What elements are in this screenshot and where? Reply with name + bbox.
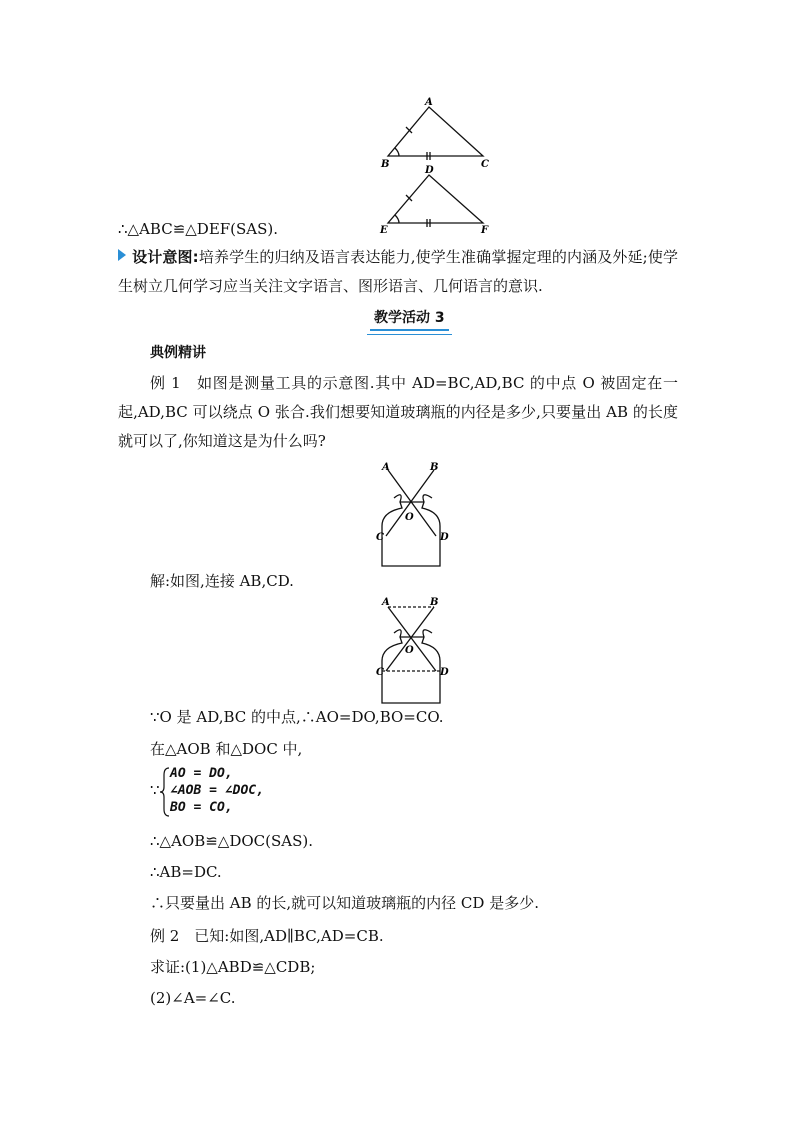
- prove-part-1: 求证:(1)△ABD≌△CDB;: [150, 958, 316, 976]
- triangle-def: [388, 175, 483, 223]
- example-2-text: 例 2 已知:如图,AD∥BC,AD=CB.: [150, 927, 384, 945]
- example-1-text: 例 1 如图是测量工具的示意图.其中 AD=BC,AD,BC 的中点 O 被固定在一起,AD,BC 可以绕点 O 张合.我们想要知道玻璃瓶的内径是多少,只要量出 AB 的长度就可以了,你知道这是为什么吗?: [118, 374, 678, 450]
- because-symbol: ∵: [150, 781, 160, 799]
- bottle2-label-c: C: [376, 667, 384, 678]
- bottle-label-c: C: [376, 532, 384, 543]
- design-intent-paragraph: [118, 243, 678, 301]
- prove-part-2: (2)∠A=∠C.: [150, 989, 236, 1007]
- bottle2-label-o: O: [405, 645, 414, 656]
- label-a: A: [425, 97, 433, 108]
- bottle-figure: [370, 460, 460, 570]
- bottle-label-b: B: [430, 462, 439, 473]
- label-f: F: [481, 225, 489, 235]
- equation-row-1: AO = DO,: [170, 766, 233, 781]
- because-line: ∵O 是 AD,BC 的中点,∴AO=DO,BO=CO.: [150, 708, 444, 726]
- conclusion-line: ∴只要量出 AB 的长,就可以知道玻璃瓶的内径 CD 是多少.: [150, 894, 539, 912]
- congruence-statement-2: ∴△AOB≌△DOC(SAS).: [150, 832, 313, 850]
- design-intent-label: 设计意图:: [132, 248, 199, 266]
- ab-equals-dc: ∴AB=DC.: [150, 863, 222, 881]
- label-b: B: [381, 159, 390, 170]
- bottle-figure-connected: [370, 595, 460, 710]
- triangle-figure: [375, 95, 495, 235]
- bottle2-label-b: B: [430, 597, 439, 608]
- triangle-abc: [388, 107, 483, 156]
- label-e: E: [380, 225, 388, 235]
- bottle-label-o: O: [405, 512, 414, 523]
- in-triangles-line: 在△AOB 和△DOC 中,: [150, 740, 303, 758]
- bottle-label-d: D: [440, 532, 449, 543]
- solution-intro: 解:如图,连接 AB,CD.: [150, 572, 294, 590]
- section-title: 典例精讲: [150, 345, 206, 361]
- left-brace: [160, 767, 170, 817]
- design-intent-text: 培养学生的归纳及语言表达能力,使学生准确掌握定理的内涵及外延;使学生树立几何学习应当关注文字语言、图形语言、几何语言的意识.: [118, 248, 679, 295]
- equation-system: [150, 765, 350, 817]
- bottle-label-a: A: [382, 462, 390, 473]
- activity-heading: 教学活动 3: [370, 305, 449, 331]
- bottle2-label-a: A: [382, 597, 390, 608]
- bottle2-label-d: D: [440, 667, 449, 678]
- triangle-bullet-icon: [118, 249, 126, 261]
- congruence-statement-1: ∴△ABC≌△DEF(SAS).: [118, 220, 279, 238]
- label-c: C: [481, 159, 489, 170]
- equation-row-2: ∠AOB = ∠DOC,: [170, 783, 264, 798]
- equation-row-3: BO = CO,: [170, 800, 233, 815]
- label-d: D: [425, 165, 434, 176]
